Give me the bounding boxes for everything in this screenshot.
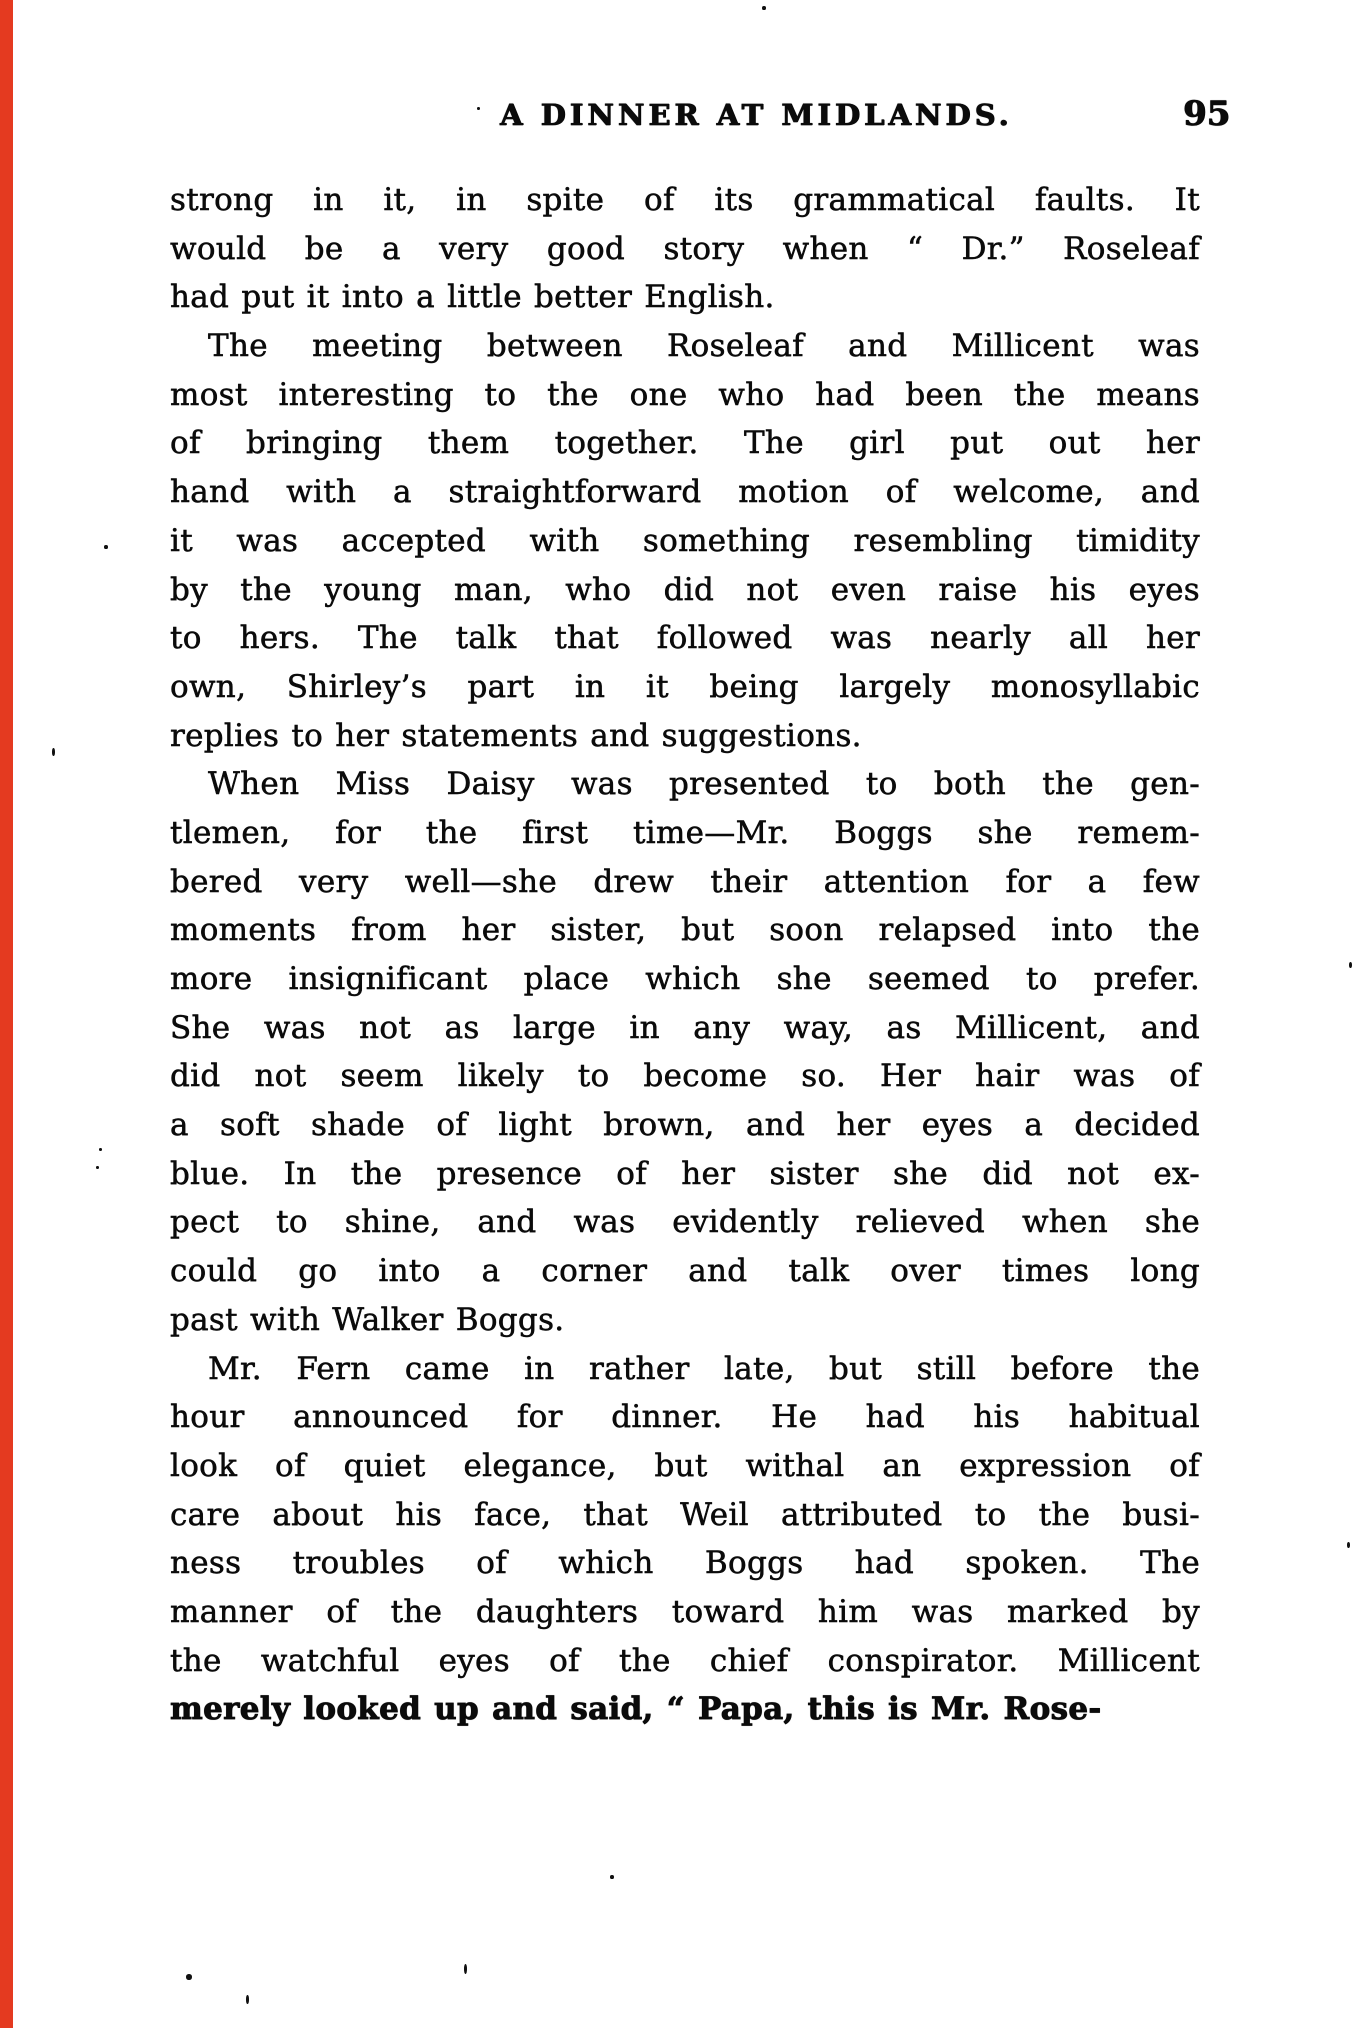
running-header [0,0,1363,160]
ink-speck [246,1995,249,2004]
text-line: The meeting between Roseleaf and Millicent was [208,328,1200,365]
text-line: tlemen, for the first time—Mr. Boggs she remem- [170,814,1200,851]
text-line: She was not as large in any way, as Millicent, and [170,1009,1200,1046]
text-line: could go into a corner and talk over times long [170,1253,1200,1290]
text-line: manner of the daughters toward him was marked by [170,1593,1200,1630]
text-line: would be a very good story when “ Dr.” Roseleaf [170,230,1200,267]
text-line: it was accepted with something resembling timidity [170,522,1200,559]
text-line: pect to shine, and was evidently relieved when she [170,1204,1200,1241]
text-line: hand with a straightforward motion of welcome, and [170,474,1200,511]
ink-speck [1349,962,1352,968]
text-line: care about his face, that Weil attributed to the busi- [170,1496,1200,1533]
text-line: When Miss Daisy was presented to both the gen- [208,766,1200,803]
text-line: had put it into a little better English. [170,279,775,316]
text-line: merely looked up and said, “ Papa, this is Mr. Rose- [170,1691,1102,1728]
ink-speck [477,107,480,110]
text-line: a soft shade of light brown, and her eyes a decided [170,1107,1200,1144]
text-line: did not seem likely to become so. Her hair was of [170,1058,1200,1095]
chapter-running-title: A DINNER AT MIDLANDS. [500,98,1013,132]
text-line: the watchful eyes of the chief conspirator. Millicent [170,1642,1200,1679]
scan-edge-stripe [0,0,13,2028]
text-line: past with Walker Boggs. [170,1301,565,1338]
text-line: more insignificant place which she seemed to prefer. [170,961,1200,997]
ink-speck [96,1166,99,1169]
text-line: look of quiet elegance, but withal an expression of [170,1447,1200,1484]
ink-speck [186,1974,192,1980]
text-line: own, Shirley’s part in it being largely monosyllabic [170,668,1200,705]
ink-speck [762,6,766,10]
text-line: by the young man, who did not even raise his eyes [170,571,1200,608]
ink-speck [610,1875,614,1879]
ink-speck [1347,1542,1350,1548]
ink-speck [104,545,108,549]
text-line: blue. In the presence of her sister she did not ex- [170,1155,1200,1192]
text-line: bered very well—she drew their attention for a few [170,863,1200,900]
page-number: 95 [1183,94,1231,134]
ink-speck [52,748,55,756]
text-line: most interesting to the one who had been the means [170,376,1200,413]
text-line: hour announced for dinner. He had his habitual [170,1399,1200,1436]
page-body-text [170,176,1200,1734]
text-line: of bringing them together. The girl put out her [170,425,1200,462]
text-line: Mr. Fern came in rather late, but still before the [208,1350,1200,1387]
ink-speck [99,1148,102,1151]
text-line: to hers. The talk that followed was nearly all her [170,620,1200,657]
text-line: replies to her statements and suggestions. [170,717,862,754]
text-line: ness troubles of which Boggs had spoken. The [170,1545,1200,1582]
text-line: strong in it, in spite of its grammatical faults. It [170,182,1200,218]
text-line: moments from her sister, but soon relapsed into the [170,912,1200,949]
ink-speck [464,1964,467,1974]
